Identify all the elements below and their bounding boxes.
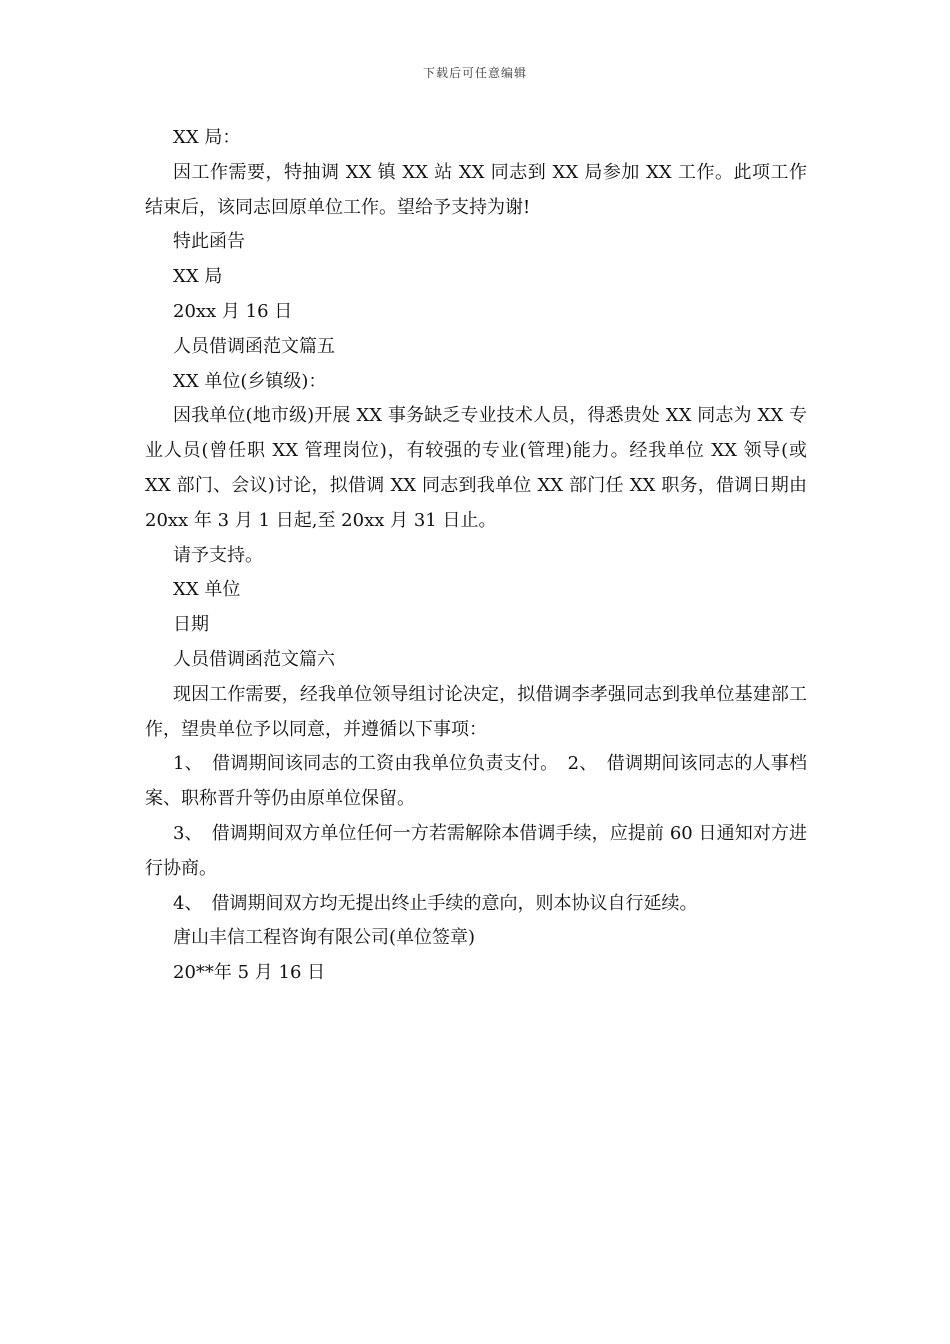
closing-phrase: 特此函告 — [173, 231, 245, 253]
page-header: 下载后可任意编辑 — [422, 66, 527, 80]
sender: XX 单位 — [173, 579, 241, 601]
date-line: 20**年 5 月 16 日 — [173, 962, 326, 984]
list-item: 3、 借调期间双方单位任何一方若需解除本借调手续，应提前 60 日通知对方进行协商。 — [145, 822, 807, 879]
body-paragraph: 现因工作需要，经我单位领导组讨论决定，拟借调李孝强同志到我单位基建部工作，望贵单位予以同意，并遵循以下事项： — [145, 683, 807, 740]
section-title: 人员借调函范文篇五 — [173, 335, 335, 357]
list-item: 4、 借调期间双方均无提出终止手续的意向，则本协议自行延续。 — [173, 892, 698, 914]
date-line: 20xx 月 16 日 — [173, 300, 293, 322]
salutation: XX 单位(乡镇级)： — [173, 370, 327, 392]
salutation: XX 局： — [173, 127, 241, 148]
body-paragraph: 因我单位(地市级)开展 XX 事务缺乏专业技术人员，得悉贵处 XX 同志为 XX 专业人员(曾任职 XX 管理岗位)，有较强的专业(管理)能力。经我单位 XX 领导(或 XX 部门、会议)讨论，拟借调 XX 同志到我单位 XX 部门任 XX 职务，借调日期由 20xx 年 3 月 1 日起,至 20xx 月 31 日止。 — [145, 405, 807, 531]
list-item: 1、 借调期间该同志的工资由我单位负责支付。 2、 借调期间该同志的人事档案、职称晋升等仍由原单位保留。 — [145, 753, 807, 810]
document-body — [145, 121, 807, 991]
body-paragraph: 因工作需要，特抽调 XX 镇 XX 站 XX 同志到 XX 局参加 XX 工作。此项工作结束后，该同志回原单位工作。望给予支持为谢! — [145, 161, 807, 218]
date-line: 日期 — [173, 614, 209, 636]
section-title: 人员借调函范文篇六 — [173, 648, 335, 670]
sender: XX 局 — [173, 266, 223, 288]
company-signature: 唐山丰信工程咨询有限公司(单位签章) — [173, 927, 476, 949]
closing-phrase: 请予支持。 — [173, 544, 263, 566]
